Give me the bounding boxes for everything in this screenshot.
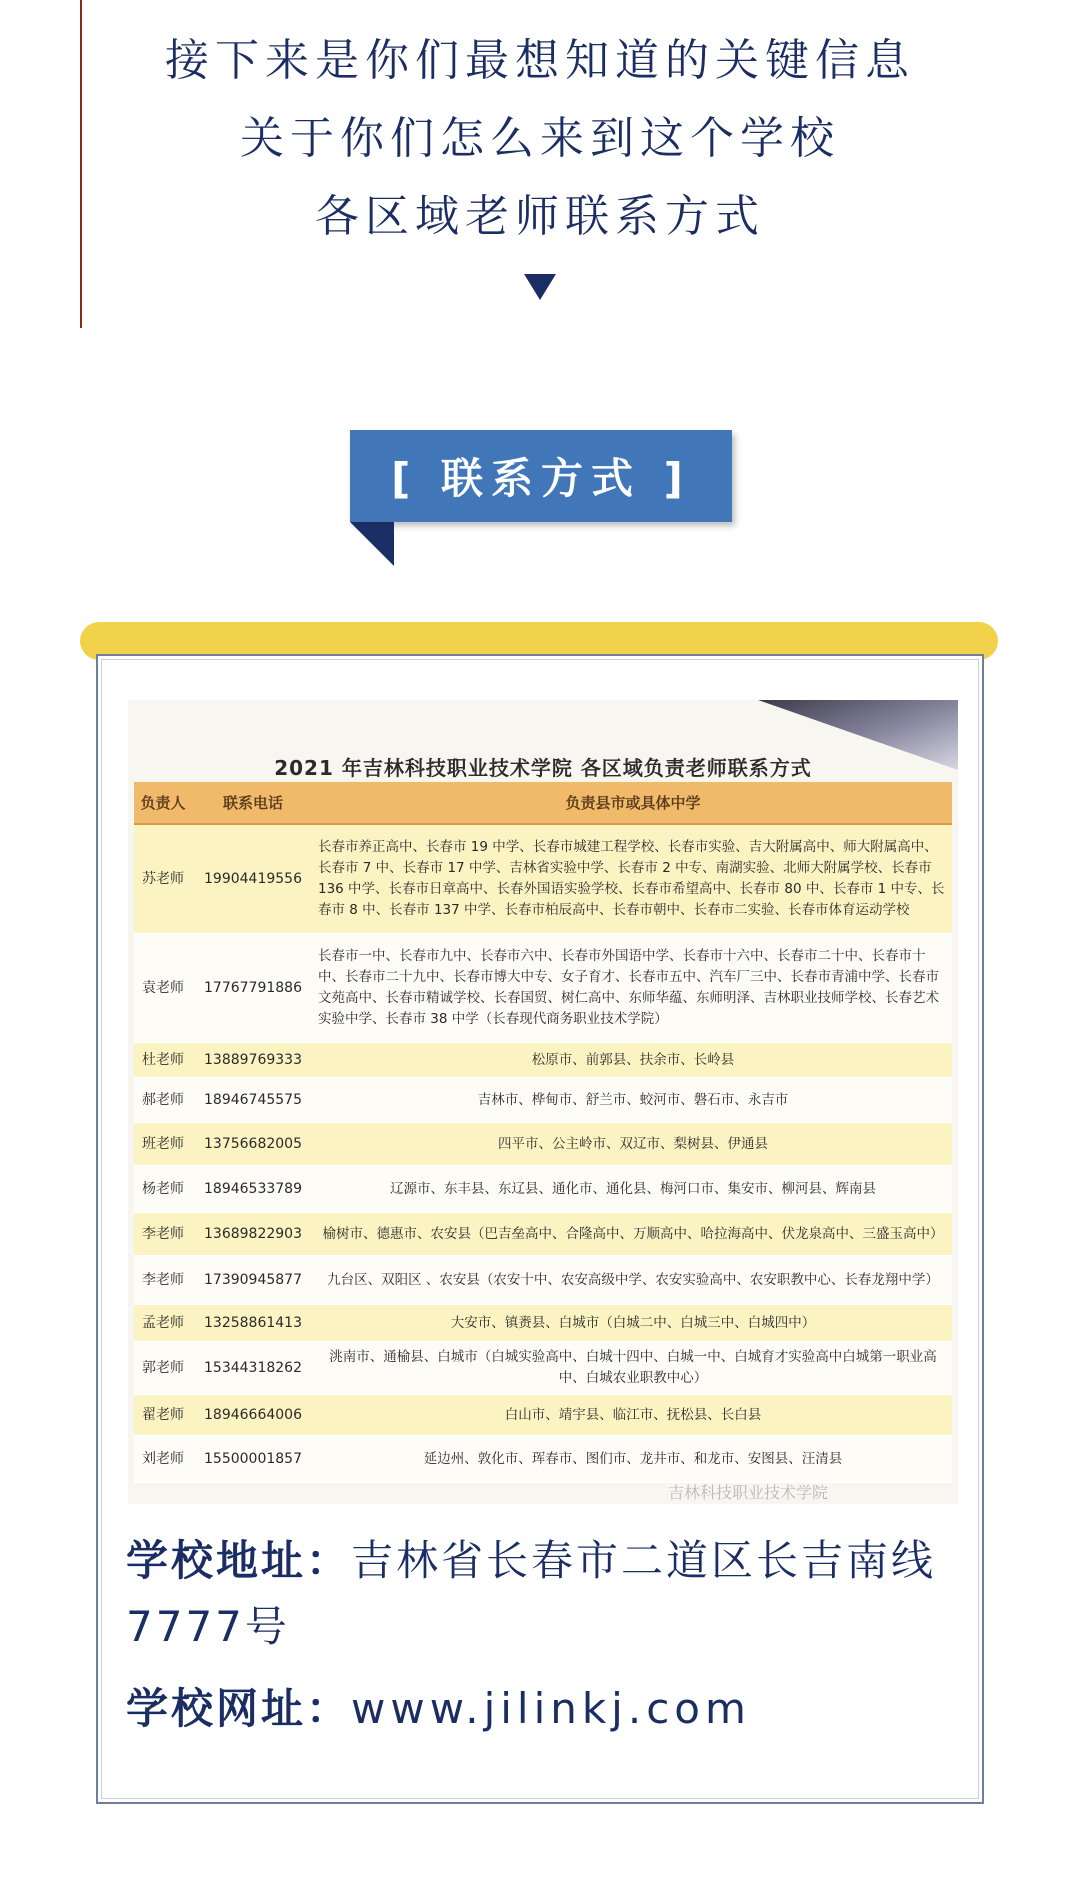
table-row	[134, 1304, 952, 1342]
row-area: 延边州、敦化市、珲春市、图们市、龙井市、和龙市、安图县、汪清县	[314, 1436, 952, 1482]
row-phone: 13889769333	[192, 1042, 314, 1078]
row-area: 洮南市、通榆县、白城市（白城实验高中、白城十四中、白城一中、白城育才实验高中白城第一职业高中、白城农业职教中心）	[314, 1342, 952, 1394]
row-name: 郝老师	[134, 1078, 192, 1122]
row-area: 四平市、公主岭市、双辽市、梨树县、伊通县	[314, 1122, 952, 1166]
table-row	[134, 824, 952, 934]
table-row	[134, 1122, 952, 1166]
intro-text-block	[0, 22, 1080, 256]
row-name: 孟老师	[134, 1304, 192, 1342]
row-name: 李老师	[134, 1256, 192, 1304]
table-row	[134, 1166, 952, 1212]
row-area: 吉林市、桦甸市、舒兰市、蛟河市、磐石市、永吉市	[314, 1078, 952, 1122]
school-address	[126, 1528, 956, 1660]
contact-card	[96, 654, 984, 1804]
table-row	[134, 1212, 952, 1256]
table-row	[134, 1394, 952, 1436]
row-name: 李老师	[134, 1212, 192, 1256]
row-name: 郭老师	[134, 1342, 192, 1394]
intro-line-1: 接下来是你们最想知道的关键信息	[165, 35, 915, 86]
row-area: 白山市、靖宇县、临江市、抚松县、长白县	[314, 1394, 952, 1436]
row-area: 松原市、前郭县、扶余市、长岭县	[314, 1042, 952, 1078]
row-phone: 19904419556	[192, 824, 314, 934]
row-phone: 15344318262	[192, 1342, 314, 1394]
table-row	[134, 1342, 952, 1394]
row-phone: 18946533789	[192, 1166, 314, 1212]
row-area: 九台区、双阳区 、农安县（农安十中、农安高级中学、农安实验高中、农安职教中心、长春龙翔中学）	[314, 1256, 952, 1304]
table-row	[134, 1256, 952, 1304]
intro-line-3: 各区域老师联系方式	[315, 191, 765, 242]
row-area: 榆树市、德惠市、农安县（巴吉垒高中、合隆高中、万顺高中、哈拉海高中、伏龙泉高中、三盛玉高中）	[314, 1212, 952, 1256]
intro-line-2: 关于你们怎么来到这个学校	[240, 113, 840, 164]
row-phone: 13258861413	[192, 1304, 314, 1342]
down-triangle-icon	[524, 274, 556, 300]
table-header-row	[134, 782, 952, 824]
row-phone: 15500001857	[192, 1436, 314, 1482]
row-name: 翟老师	[134, 1394, 192, 1436]
row-area: 辽源市、东丰县、东辽县、通化市、通化县、梅河口市、集安市、柳河县、辉南县	[314, 1166, 952, 1212]
address-label: 学校地址：	[126, 1536, 352, 1585]
row-name: 苏老师	[134, 824, 192, 934]
table-row	[134, 1436, 952, 1482]
row-phone: 17390945877	[192, 1256, 314, 1304]
table-row	[134, 1042, 952, 1078]
school-website	[126, 1676, 956, 1736]
row-phone: 18946745575	[192, 1078, 314, 1122]
row-phone: 18946664006	[192, 1394, 314, 1436]
contact-table-photo	[128, 700, 958, 1504]
row-name: 袁老师	[134, 934, 192, 1042]
table-title: 2021 年吉林科技职业技术学院 各区域负责老师联系方式	[274, 756, 812, 780]
row-name: 班老师	[134, 1122, 192, 1166]
address-value: 吉林省长春市二道区长吉南线7777号	[126, 1536, 937, 1651]
header-phone: 联系电话	[192, 782, 314, 824]
row-phone: 17767791886	[192, 934, 314, 1042]
watermark-text: 吉林科技职业技术学院	[668, 1483, 829, 1502]
row-area: 大安市、镇赉县、白城市（白城二中、白城三中、白城四中）	[314, 1304, 952, 1342]
row-name: 杨老师	[134, 1166, 192, 1212]
website-label: 学校网址：	[126, 1684, 352, 1733]
row-phone: 13756682005	[192, 1122, 314, 1166]
banner-label: [ 联系方式 ]	[350, 430, 732, 522]
table-row	[134, 1078, 952, 1122]
website-link[interactable]: www.jilinkj.com	[351, 1684, 751, 1733]
row-name: 刘老师	[134, 1436, 192, 1482]
row-area: 长春市一中、长春市九中、长春市六中、长春市外国语中学、长春市十六中、长春市二十中、长春市十中、长春市二十九中、长春市博大中专、女子育才、长春市五中、汽车厂三中、长春市青浦中学、长春市文苑高中、长春市精诚学校、长春国贸、树仁高中、东师华蕴、东师明泽、吉林职业技师学校、长春艺术实验中学、长春市 38 中学（长春现代商务职业技术学院）	[314, 934, 952, 1042]
row-name: 杜老师	[134, 1042, 192, 1078]
header-person: 负责人	[134, 782, 192, 824]
table-row	[134, 934, 952, 1042]
section-banner	[350, 430, 732, 570]
header-area: 负责县市或具体中学	[314, 782, 952, 824]
row-phone: 13689822903	[192, 1212, 314, 1256]
row-area: 长春市养正高中、长春市 19 中学、长春市城建工程学校、长春市实验、吉大附属高中、师大附属高中、长春市 7 中、长春市 17 中学、吉林省实验中学、长春市 2 中专、南湖实验、北师大附属学校、长春市 136 中学、长春市日章高中、长春外国语实验学校、长春市希望高中、长春市 80 中、长春市 1 中专、长春市 8 中、长春市 137 中学、长春市柏辰高中、长春市朝中、长春市二实验、长春市体育运动学校	[314, 824, 952, 934]
contact-table	[134, 782, 952, 1483]
banner-fold-decoration	[350, 522, 394, 566]
